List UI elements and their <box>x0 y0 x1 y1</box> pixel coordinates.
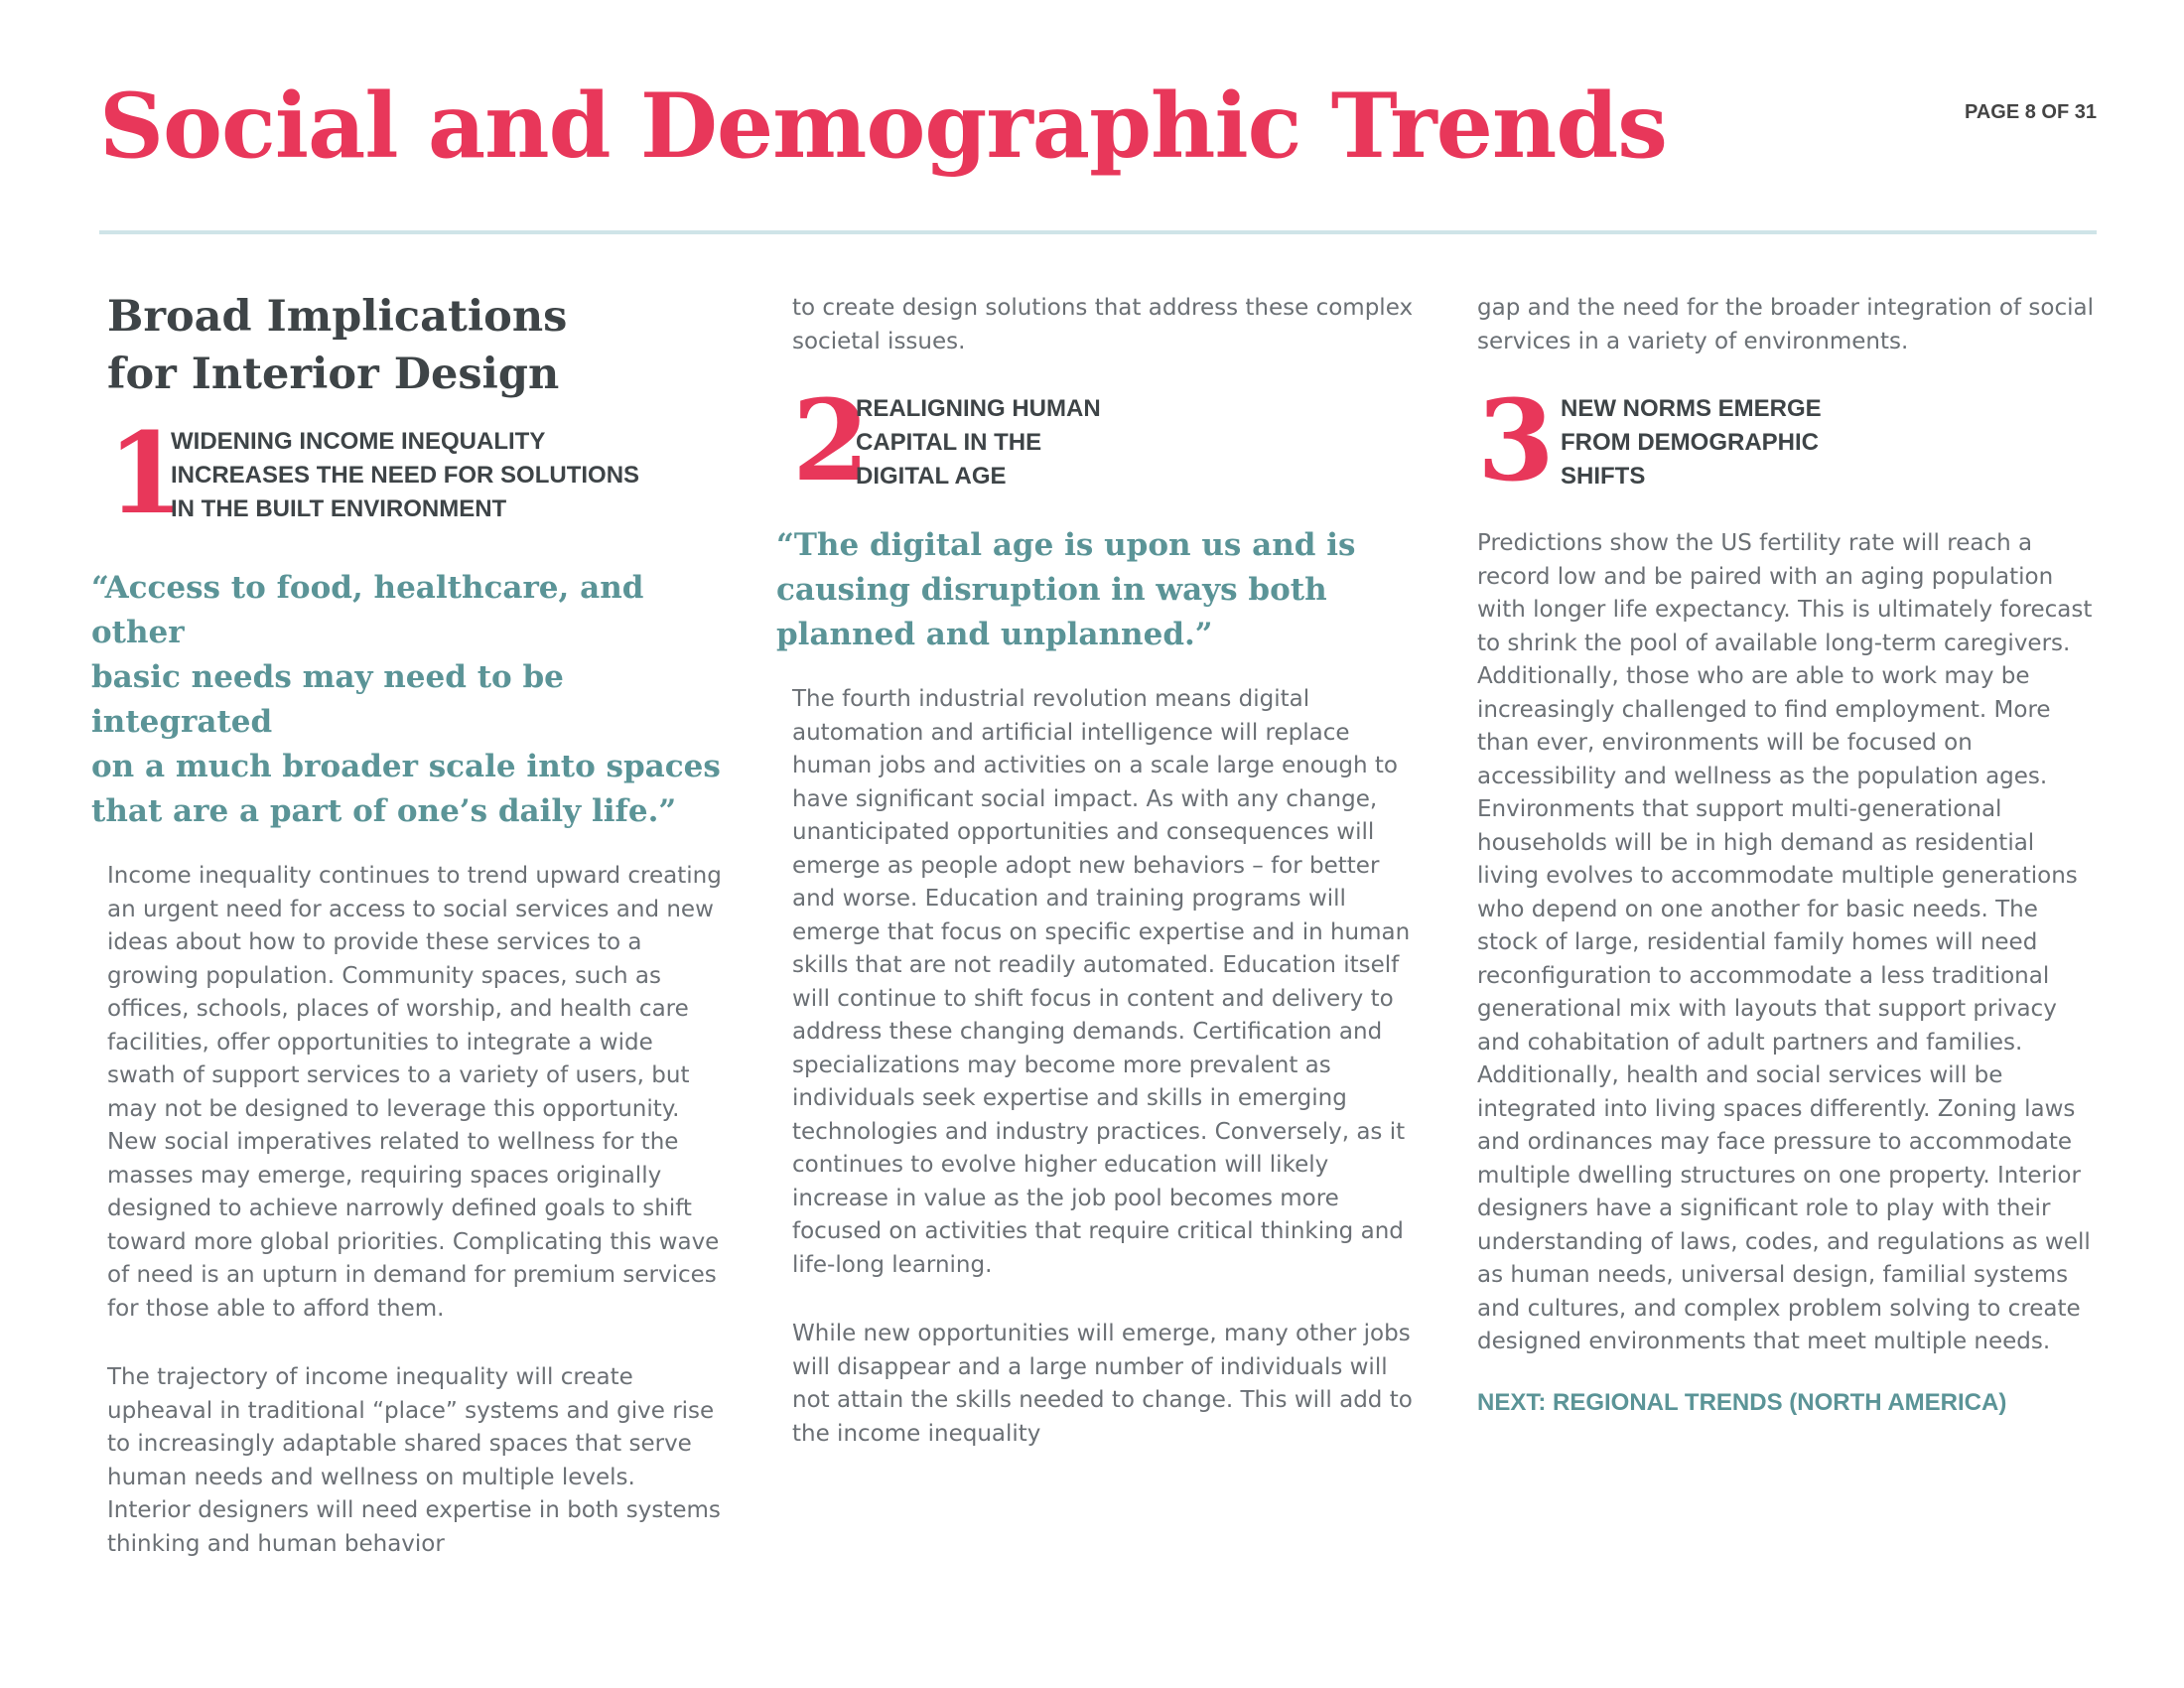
column-2 <box>776 288 1418 1451</box>
section-1-paragraph-1: Income inequality continues to trend upward creating an urgent need for access to social services and new ideas about how to provide these services to a growing population. Community spaces, such as offices, schools, places of worship, and health care facilities, offer opportunities to integrate a wide swath of support services to a variety of users, but may not be designed to leverage this opportunity. New social imperatives related to wellness for the masses may emerge, requiring spaces originally designed to achieve narrowly defined goals to shift toward more global priorities. Complicating this wave of need is an upturn in demand for premium services for those able to afford them. <box>107 863 722 1322</box>
column-1 <box>91 288 723 1561</box>
section-1-paragraph-2: The trajectory of income inequality will create upheaval in traditional “place” systems and give rise to increasingly adaptable shared spaces that serve human needs and wellness on multiple levels. Interior designers will need expertise in both systems thinking and human behavior <box>107 1364 721 1557</box>
section-2-title: REALIGNING HUMAN CAPITAL IN THE DIGITAL AGE <box>856 395 1101 490</box>
section-2-continuation: gap and the need for the broader integration of social services in a variety of environments. <box>1477 295 2094 354</box>
pull-quote-2: “The digital age is upon us and is causing disruption in ways both planned and unplanned.” <box>776 527 1356 652</box>
section-1-header <box>107 409 723 539</box>
page-number: PAGE 8 OF 31 <box>1964 101 2097 123</box>
section-2-paragraph-1: The fourth industrial revolution means digital automation and artificial intelligence will replace human jobs and activities on a scale large enough to have significant social impact. As with any change, unanticipated opportunities and consequences will emerge as people adopt new behaviors – for better and worse. Education and training programs will emerge that focus on specific expertise and in human skills that are not readily automated. Education itself will continue to shift focus in content and delivery to address these changing demands. Certification and specializations may become more prevalent as individuals seek expertise and skills in emerging technologies and industry practices. Conversely, as it continues to evolve higher education will likely increase in value as the job pool becomes more focused on activities that require critical thinking and life-long learning. <box>792 686 1411 1278</box>
section-3-header <box>1477 376 2103 506</box>
section-1-continuation: to create design solutions that address these complex societal issues. <box>792 295 1414 354</box>
page-title: Social and Demographic Trends <box>99 73 1667 179</box>
section-3-title: NEW NORMS EMERGE FROM DEMOGRAPHIC SHIFTS <box>1561 395 1822 490</box>
section-2-paragraph-2: While new opportunities will emerge, many other jobs will disappear and a large number of individuals will not attain the skills needed to change. This will add to the income inequality <box>792 1321 1413 1447</box>
pull-quote-1: “Access to food, healthcare, and other basic needs may need to be integrated on a much broader scale into spaces that are a part of one’s daily life.” <box>91 570 721 829</box>
section-number-2: 2 <box>792 376 870 506</box>
section-1-title: WIDENING INCOME INEQUALITY INCREASES THE NEED FOR SOLUTIONS IN THE BUILT ENVIRONMENT <box>171 428 640 522</box>
section-number-1: 1 <box>107 409 185 539</box>
next-section-link[interactable]: NEXT: REGIONAL TRENDS (NORTH AMERICA) <box>1477 1388 2007 1416</box>
header-divider <box>99 230 2097 234</box>
section-3-paragraph-1: Predictions show the US fertility rate will reach a record low and be paired with an aging population with longer life expectancy. This is ultimately forecast to shrink the pool of available long-term caregivers. Additionally, those who are able to work may be increasingly challenged to find employment. More than ever, environments will be focused on accessibility and wellness as the population ages. Environments that support multi-generational households will be in high demand as residential living evolves to accommodate multiple generations who depend on one another for basic needs. The stock of large, residential family homes will need reconfiguration to accommodate a less traditional generational mix with layouts that support privacy and cohabitation of adult partners and families. Additionally, health and social services will be integrated into living spaces differently. Zoning laws and ordinances may face pressure to accommodate multiple dwelling structures on one property. Interior designers have a significant role to play with their understanding of laws, codes, and regulations as well as human needs, universal design, familial systems and cultures, and complex problem solving to create designed environments that meet multiple needs. <box>1477 530 2093 1354</box>
section-2-header <box>792 376 1418 506</box>
section-heading: Broad Implications for Interior Design <box>107 292 568 399</box>
column-3 <box>1477 288 2103 1417</box>
section-number-3: 3 <box>1477 376 1555 506</box>
